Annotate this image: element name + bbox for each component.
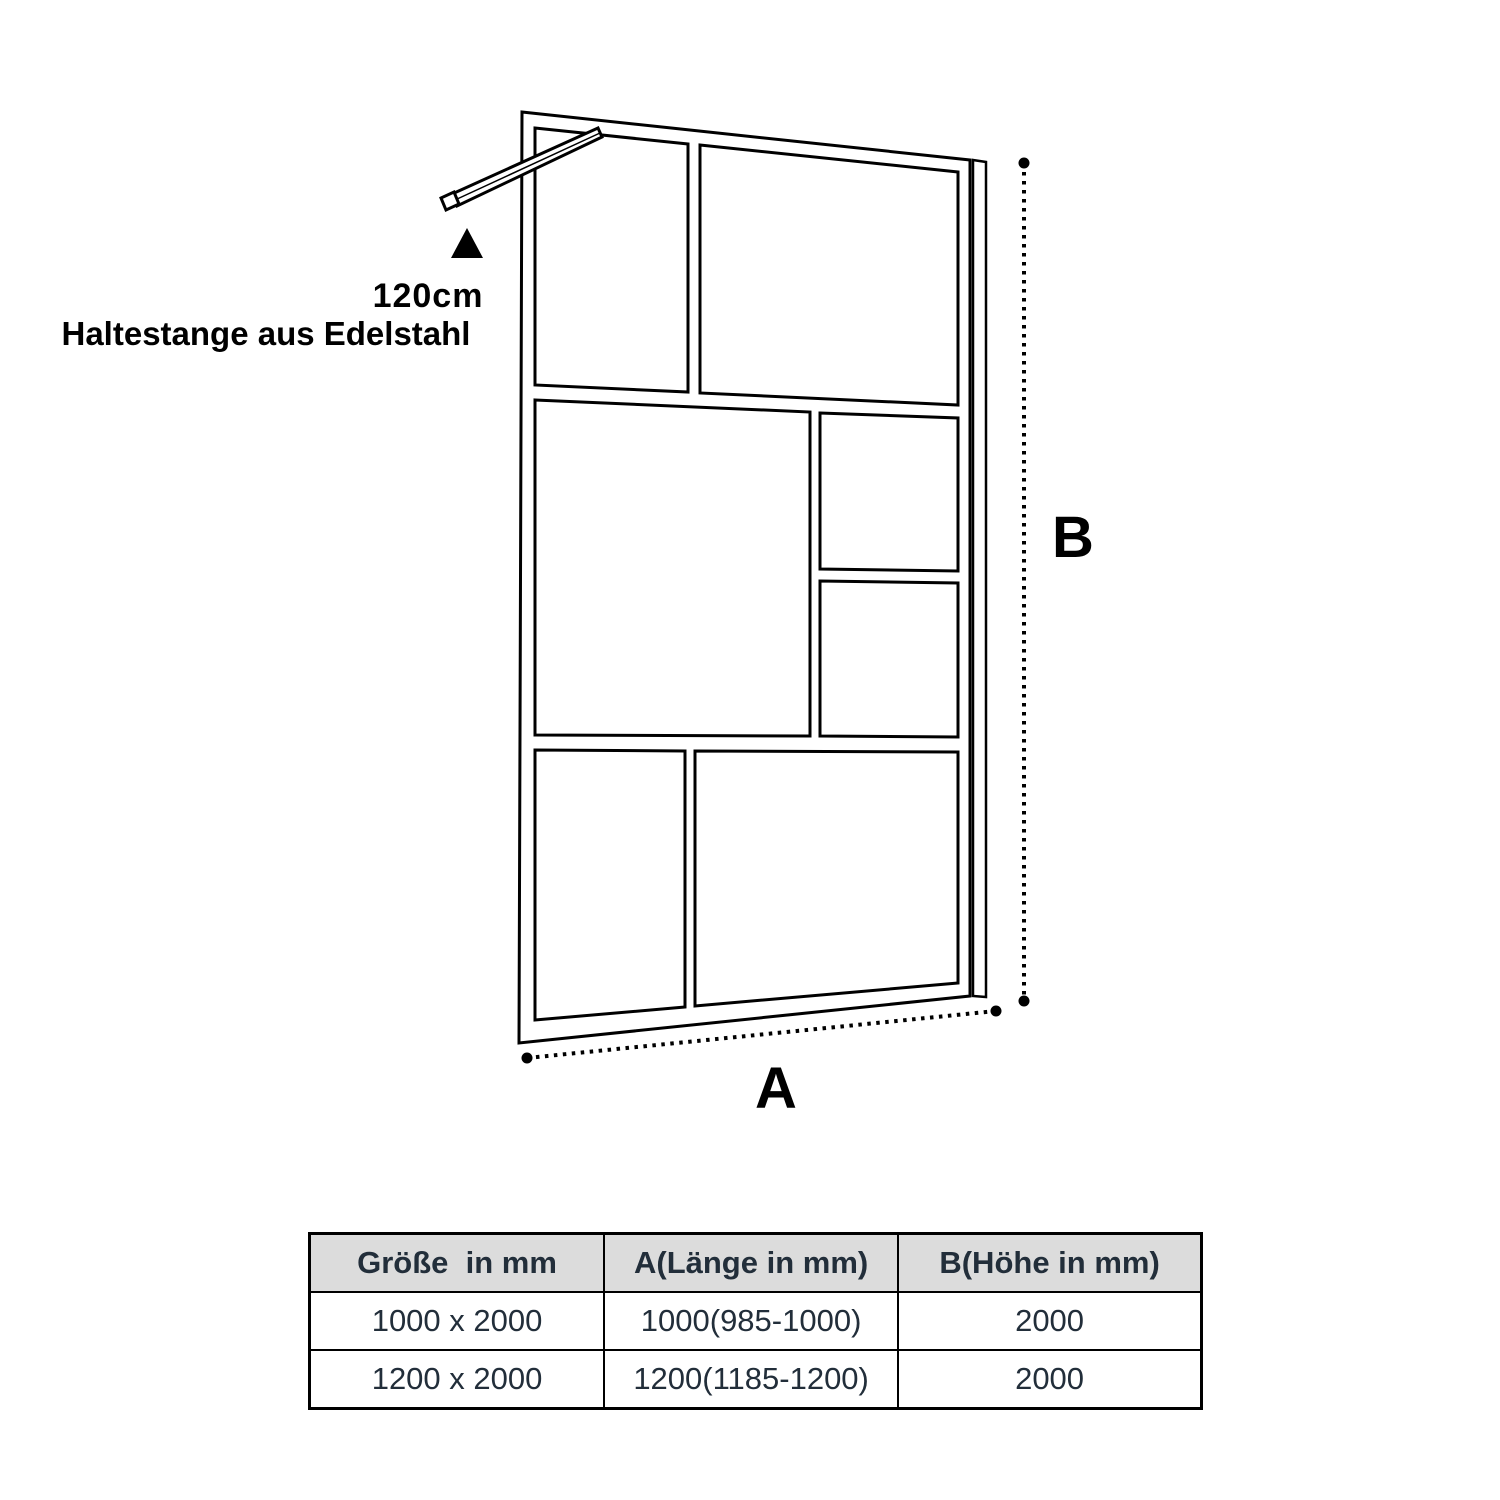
pane-bottom-left [535,750,685,1020]
dimension-a-end-dot-right [991,1006,1002,1017]
header-hoehe-b: B(Höhe in mm) [898,1234,1201,1293]
pointer-triangle-icon [451,228,483,258]
pane-middle-right-lower [820,581,958,737]
cell-height-1: 2000 [898,1292,1201,1350]
dimension-b-label: B [1052,505,1094,570]
pane-middle-left [535,400,810,736]
glass-panel [519,112,986,1043]
cell-size-2: 1200 x 2000 [310,1350,605,1409]
table-row [310,1292,1202,1350]
dimension-b [1019,158,1094,1007]
support-length-label: 120cm [372,277,484,315]
pane-top-right [700,145,958,405]
dimension-b-end-dot-bottom [1019,996,1030,1007]
dimension-a-end-dot-left [522,1053,533,1064]
pane-middle-right-upper [820,413,958,571]
cell-length-1: 1000(985-1000) [604,1292,898,1350]
dimension-b-end-dot-top [1019,158,1030,169]
dimension-a-label: A [755,1056,797,1121]
pane-bottom-right [695,751,958,1006]
cell-length-2: 1200(1185-1200) [604,1350,898,1409]
header-laenge-a: A(Länge in mm) [604,1234,898,1293]
cell-height-2: 2000 [898,1350,1201,1409]
size-spec-table [308,1232,1203,1410]
support-name-label: Haltestange aus Edelstahl [61,315,471,352]
table-row [310,1350,1202,1409]
table-header-row [310,1234,1202,1293]
cell-size-1: 1000 x 2000 [310,1292,605,1350]
pane-top-left [535,128,688,392]
panel-side-profile [973,160,986,997]
header-groesse: Größe in mm [310,1234,605,1293]
